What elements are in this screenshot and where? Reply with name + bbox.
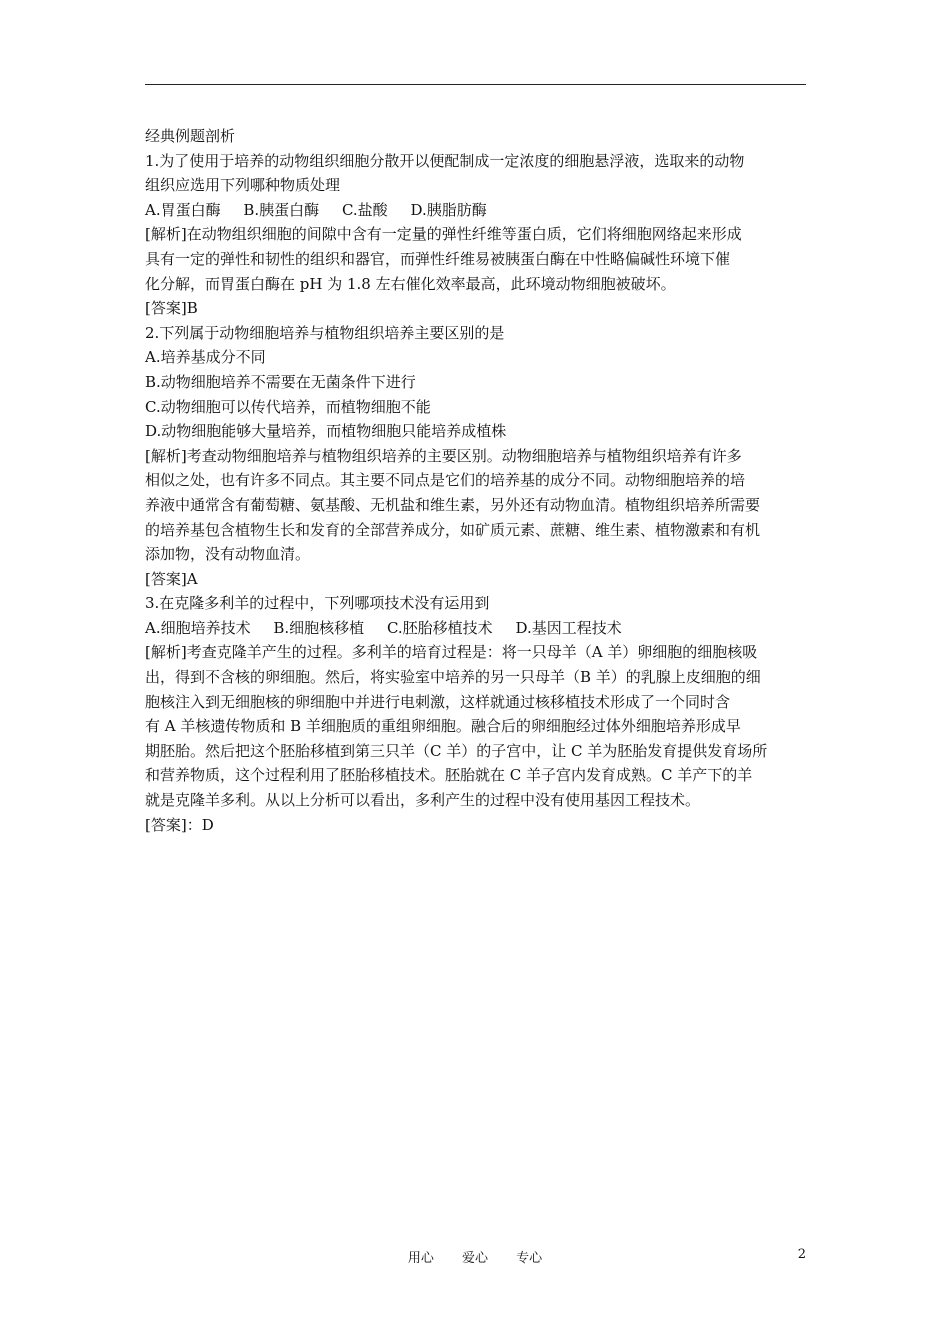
footer-motto-3: 专心 xyxy=(516,1251,543,1266)
question-1-option-c: C.盐酸 xyxy=(341,200,388,219)
question-3-option-a: A.细胞培养技术 xyxy=(145,618,251,637)
question-2-answer: [答案]A xyxy=(145,569,198,588)
question-3-analysis-line-7: 就是克隆羊多利。从以上分析可以看出，多利产生的过程中没有使用基因工程技术。 xyxy=(145,791,701,810)
question-1-stem-line-2: 组织应选用下列哪种物质处理 xyxy=(145,176,341,195)
question-3-option-b: B.细胞核移植 xyxy=(273,618,365,637)
question-3-analysis-line-5: 期胚胎。然后把这个胚胎移植到第三只羊（C 羊）的子宫中，让 C 羊为胚胎发育提供发育场所 xyxy=(145,741,768,760)
question-3-analysis-line-2: 出，得到不含核的卵细胞。然后，将实验室中培养的另一只母羊（B 羊）的乳腺上皮细胞的细 xyxy=(145,668,761,687)
header-rule xyxy=(145,84,806,85)
question-3-analysis-line-1: [解析]考查克隆羊产生的过程。多利羊的培育过程是：将一只母羊（A 羊）卵细胞的细胞核吸 xyxy=(145,643,758,662)
question-3-answer: [答案]：D xyxy=(145,815,214,834)
page-number: 2 xyxy=(797,1247,806,1262)
question-1-analysis-line-1: [解析]在动物组织细胞的间隙中含有一定量的弹性纤维等蛋白质，它们将细胞网络起来形成 xyxy=(145,225,742,244)
question-1-options xyxy=(145,198,808,223)
question-3-analysis-line-6: 和营养物质，这个过程利用了胚胎移植技术。胚胎就在 C 羊子宫内发育成熟。C 羊产下的羊 xyxy=(145,766,753,785)
footer-motto xyxy=(0,1247,950,1266)
page-footer xyxy=(0,1247,950,1267)
question-2-analysis-line-2: 相似之处，也有许多不同点。其主要不同点是它们的培养基的成分不同。动物细胞培养的培 xyxy=(145,471,746,490)
question-2-option-a: A.培养基成分不同 xyxy=(145,348,266,367)
question-1-analysis-line-2: 具有一定的弹性和韧性的组织和器官，而弹性纤维易被胰蛋白酶在中性略偏碱性环境下催 xyxy=(145,249,731,268)
footer-motto-2: 爱心 xyxy=(461,1251,488,1266)
question-3-analysis-line-4: 有 A 羊核遗传物质和 B 羊细胞质的重组卵细胞。融合后的卵细胞经过体外细胞培养形成早 xyxy=(145,717,741,736)
question-2-option-b: B.动物细胞培养不需要在无菌条件下进行 xyxy=(145,372,416,391)
question-2-analysis-line-5: 添加物，没有动物血清。 xyxy=(145,545,311,564)
question-1-analysis-line-3: 化分解，而胃蛋白酶在 pH 为 1.8 左右催化效率最高，此环境动物细胞被破坏。 xyxy=(145,274,676,293)
question-1 xyxy=(145,149,808,321)
question-2-option-c: C.动物细胞可以传代培养，而植物细胞不能 xyxy=(145,397,431,416)
question-3-option-d: D.基因工程技术 xyxy=(515,618,622,637)
question-1-option-d: D.胰脂肪酶 xyxy=(410,200,487,219)
question-2-analysis-line-3: 养液中通常含有葡萄糖、氨基酸、无机盐和维生素，另外还有动物血清。植物组织培养所需要 xyxy=(145,495,761,514)
question-3-option-c: C.胚胎移植技术 xyxy=(386,618,493,637)
question-1-answer: [答案]B xyxy=(145,299,198,318)
question-1-stem-line-1: 1.为了使用于培养的动物组织细胞分散开以便配制成一定浓度的细胞悬浮液，选取来的动物 xyxy=(145,151,745,170)
question-3-analysis-line-3: 胞核注入到无细胞核的卵细胞中并进行电刺激，这样就通过核移植技术形成了一个同时含 xyxy=(145,692,731,711)
question-2-analysis-line-1: [解析]考查动物细胞培养与植物组织培养的主要区别。动物细胞培养与植物组织培养有许多 xyxy=(145,446,742,465)
section-title: 经典例题剖析 xyxy=(145,127,236,145)
question-2 xyxy=(145,321,808,592)
question-1-option-b: B.胰蛋白酶 xyxy=(243,200,320,219)
question-3-stem: 3.在克隆多利羊的过程中，下列哪项技术没有运用到 xyxy=(145,594,490,613)
question-2-analysis-line-4: 的培养基包含植物生长和发育的全部营养成分，如矿质元素、蔗糖、维生素、植物激素和有机 xyxy=(145,520,761,539)
question-3 xyxy=(145,591,808,837)
question-1-option-a: A.胃蛋白酶 xyxy=(145,200,221,219)
footer-motto-1: 用心 xyxy=(407,1251,434,1266)
question-2-stem: 2.下列属于动物细胞培养与植物组织培养主要区别的是 xyxy=(145,323,505,342)
question-3-options xyxy=(145,616,808,641)
question-2-option-d: D.动物细胞能够大量培养，而植物细胞只能培养成植株 xyxy=(145,422,507,441)
document-body xyxy=(145,124,808,837)
